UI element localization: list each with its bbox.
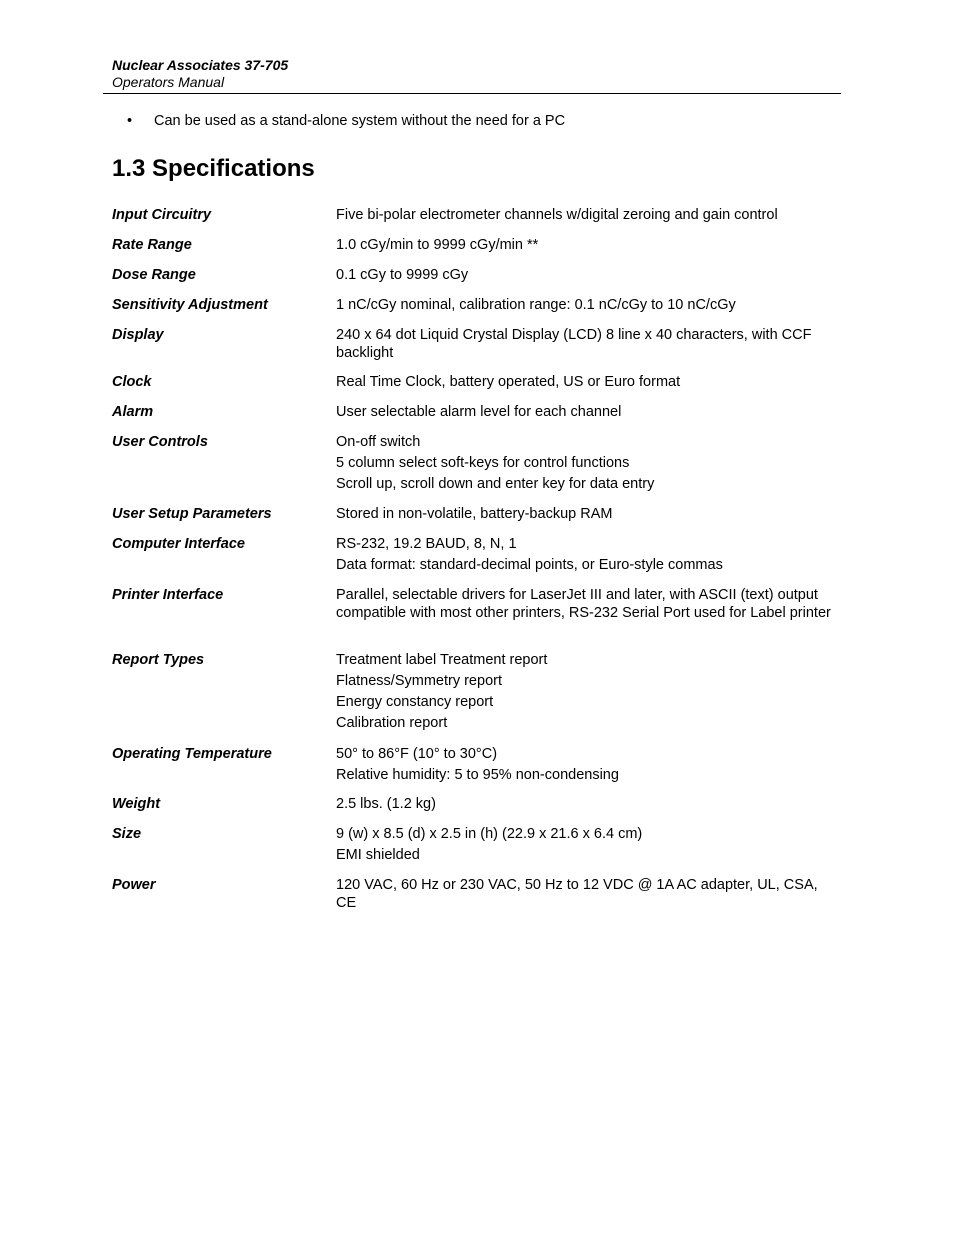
spec-value-line: EMI shielded [336, 847, 420, 863]
spec-value [336, 207, 832, 228]
spec-value-line: 120 VAC, 60 Hz or 230 VAC, 50 Hz to 12 VDC @ 1A AC adapter, UL, CSA, CE [336, 877, 818, 911]
bullet-icon: • [127, 113, 133, 129]
section-heading: 1.3 Specifications [112, 155, 315, 182]
spec-value-line: Data format: standard-decimal points, or Euro-style commas [336, 557, 723, 573]
spec-value-line: 50° to 86°F (10° to 30°C) [336, 746, 498, 762]
spec-value [336, 374, 832, 395]
spec-label: Weight [112, 796, 161, 812]
spec-label: Display [112, 327, 164, 343]
spec-value-line: User selectable alarm level for each channel [336, 404, 622, 420]
spec-value [336, 652, 832, 736]
spec-value-line: 240 x 64 dot Liquid Crystal Display (LCD) 8 line x 40 characters, with CCF backlight [336, 327, 812, 361]
spec-value [336, 404, 832, 425]
running-header [112, 57, 288, 91]
spec-value [336, 877, 832, 916]
spec-label: Rate Range [112, 237, 192, 253]
spec-label: Computer Interface [112, 536, 245, 552]
feature-bullet-text: Can be used as a stand-alone system without the need for a PC [154, 113, 566, 129]
spec-label: Input Circuitry [112, 207, 212, 223]
spec-value [336, 327, 832, 366]
spec-value-line: Relative humidity: 5 to 95% non-condensing [336, 767, 619, 783]
spec-value-line: Scroll up, scroll down and enter key for data entry [336, 476, 655, 492]
feature-bullet-item [127, 113, 565, 130]
spec-value-line: Treatment label Treatment report [336, 652, 548, 668]
spec-value [336, 826, 832, 868]
spec-value-line: 9 (w) x 8.5 (d) x 2.5 in (h) (22.9 x 21.6 x 6.4 cm) [336, 826, 643, 842]
spec-value-line: On-off switch [336, 434, 421, 450]
spec-label: Report Types [112, 652, 205, 668]
spec-label: User Setup Parameters [112, 506, 272, 522]
spec-value-line: Energy constancy report [336, 694, 494, 710]
spec-value [336, 746, 832, 788]
spec-label: User Controls [112, 434, 208, 450]
spec-label: Power [112, 877, 156, 893]
spec-value-line: Stored in non-volatile, battery-backup RAM [336, 506, 613, 522]
spec-label: Printer Interface [112, 587, 224, 603]
spec-value [336, 297, 832, 318]
spec-label: Dose Range [112, 267, 196, 283]
spec-value-line: 1 nC/cGy nominal, calibration range: 0.1 nC/cGy to 10 nC/cGy [336, 297, 736, 313]
document-subtitle: Operators Manual [112, 74, 225, 90]
spec-label: Sensitivity Adjustment [112, 297, 268, 313]
spec-value-line: Parallel, selectable drivers for LaserJet III and later, with ASCII (text) output compatible with most other printers, RS-232 Serial Port used for Label printer [336, 587, 831, 621]
spec-value-line: 5 column select soft-keys for control functions [336, 455, 630, 471]
spec-value-line: 1.0 cGy/min to 9999 cGy/min ** [336, 237, 539, 253]
spec-value-line: 0.1 cGy to 9999 cGy [336, 267, 469, 283]
spec-value [336, 506, 832, 527]
spec-value-line: Real Time Clock, battery operated, US or Euro format [336, 374, 681, 390]
spec-value [336, 587, 832, 626]
spec-label: Size [112, 826, 142, 842]
spec-value [336, 434, 832, 497]
spec-value-line: Calibration report [336, 715, 448, 731]
spec-label: Alarm [112, 404, 154, 420]
spec-value-line: RS-232, 19.2 BAUD, 8, N, 1 [336, 536, 517, 552]
spec-label: Clock [112, 374, 152, 390]
spec-value [336, 796, 832, 817]
header-divider [103, 93, 841, 94]
spec-value-line: Flatness/Symmetry report [336, 673, 502, 689]
spec-value-line: Five bi-polar electrometer channels w/digital zeroing and gain control [336, 207, 778, 223]
document-title: Nuclear Associates 37-705 [112, 57, 289, 73]
spec-label: Operating Temperature [112, 746, 272, 762]
spec-value [336, 536, 832, 578]
spec-value-line: 2.5 lbs. (1.2 kg) [336, 796, 436, 812]
spec-value [336, 237, 832, 258]
spec-value [336, 267, 832, 288]
